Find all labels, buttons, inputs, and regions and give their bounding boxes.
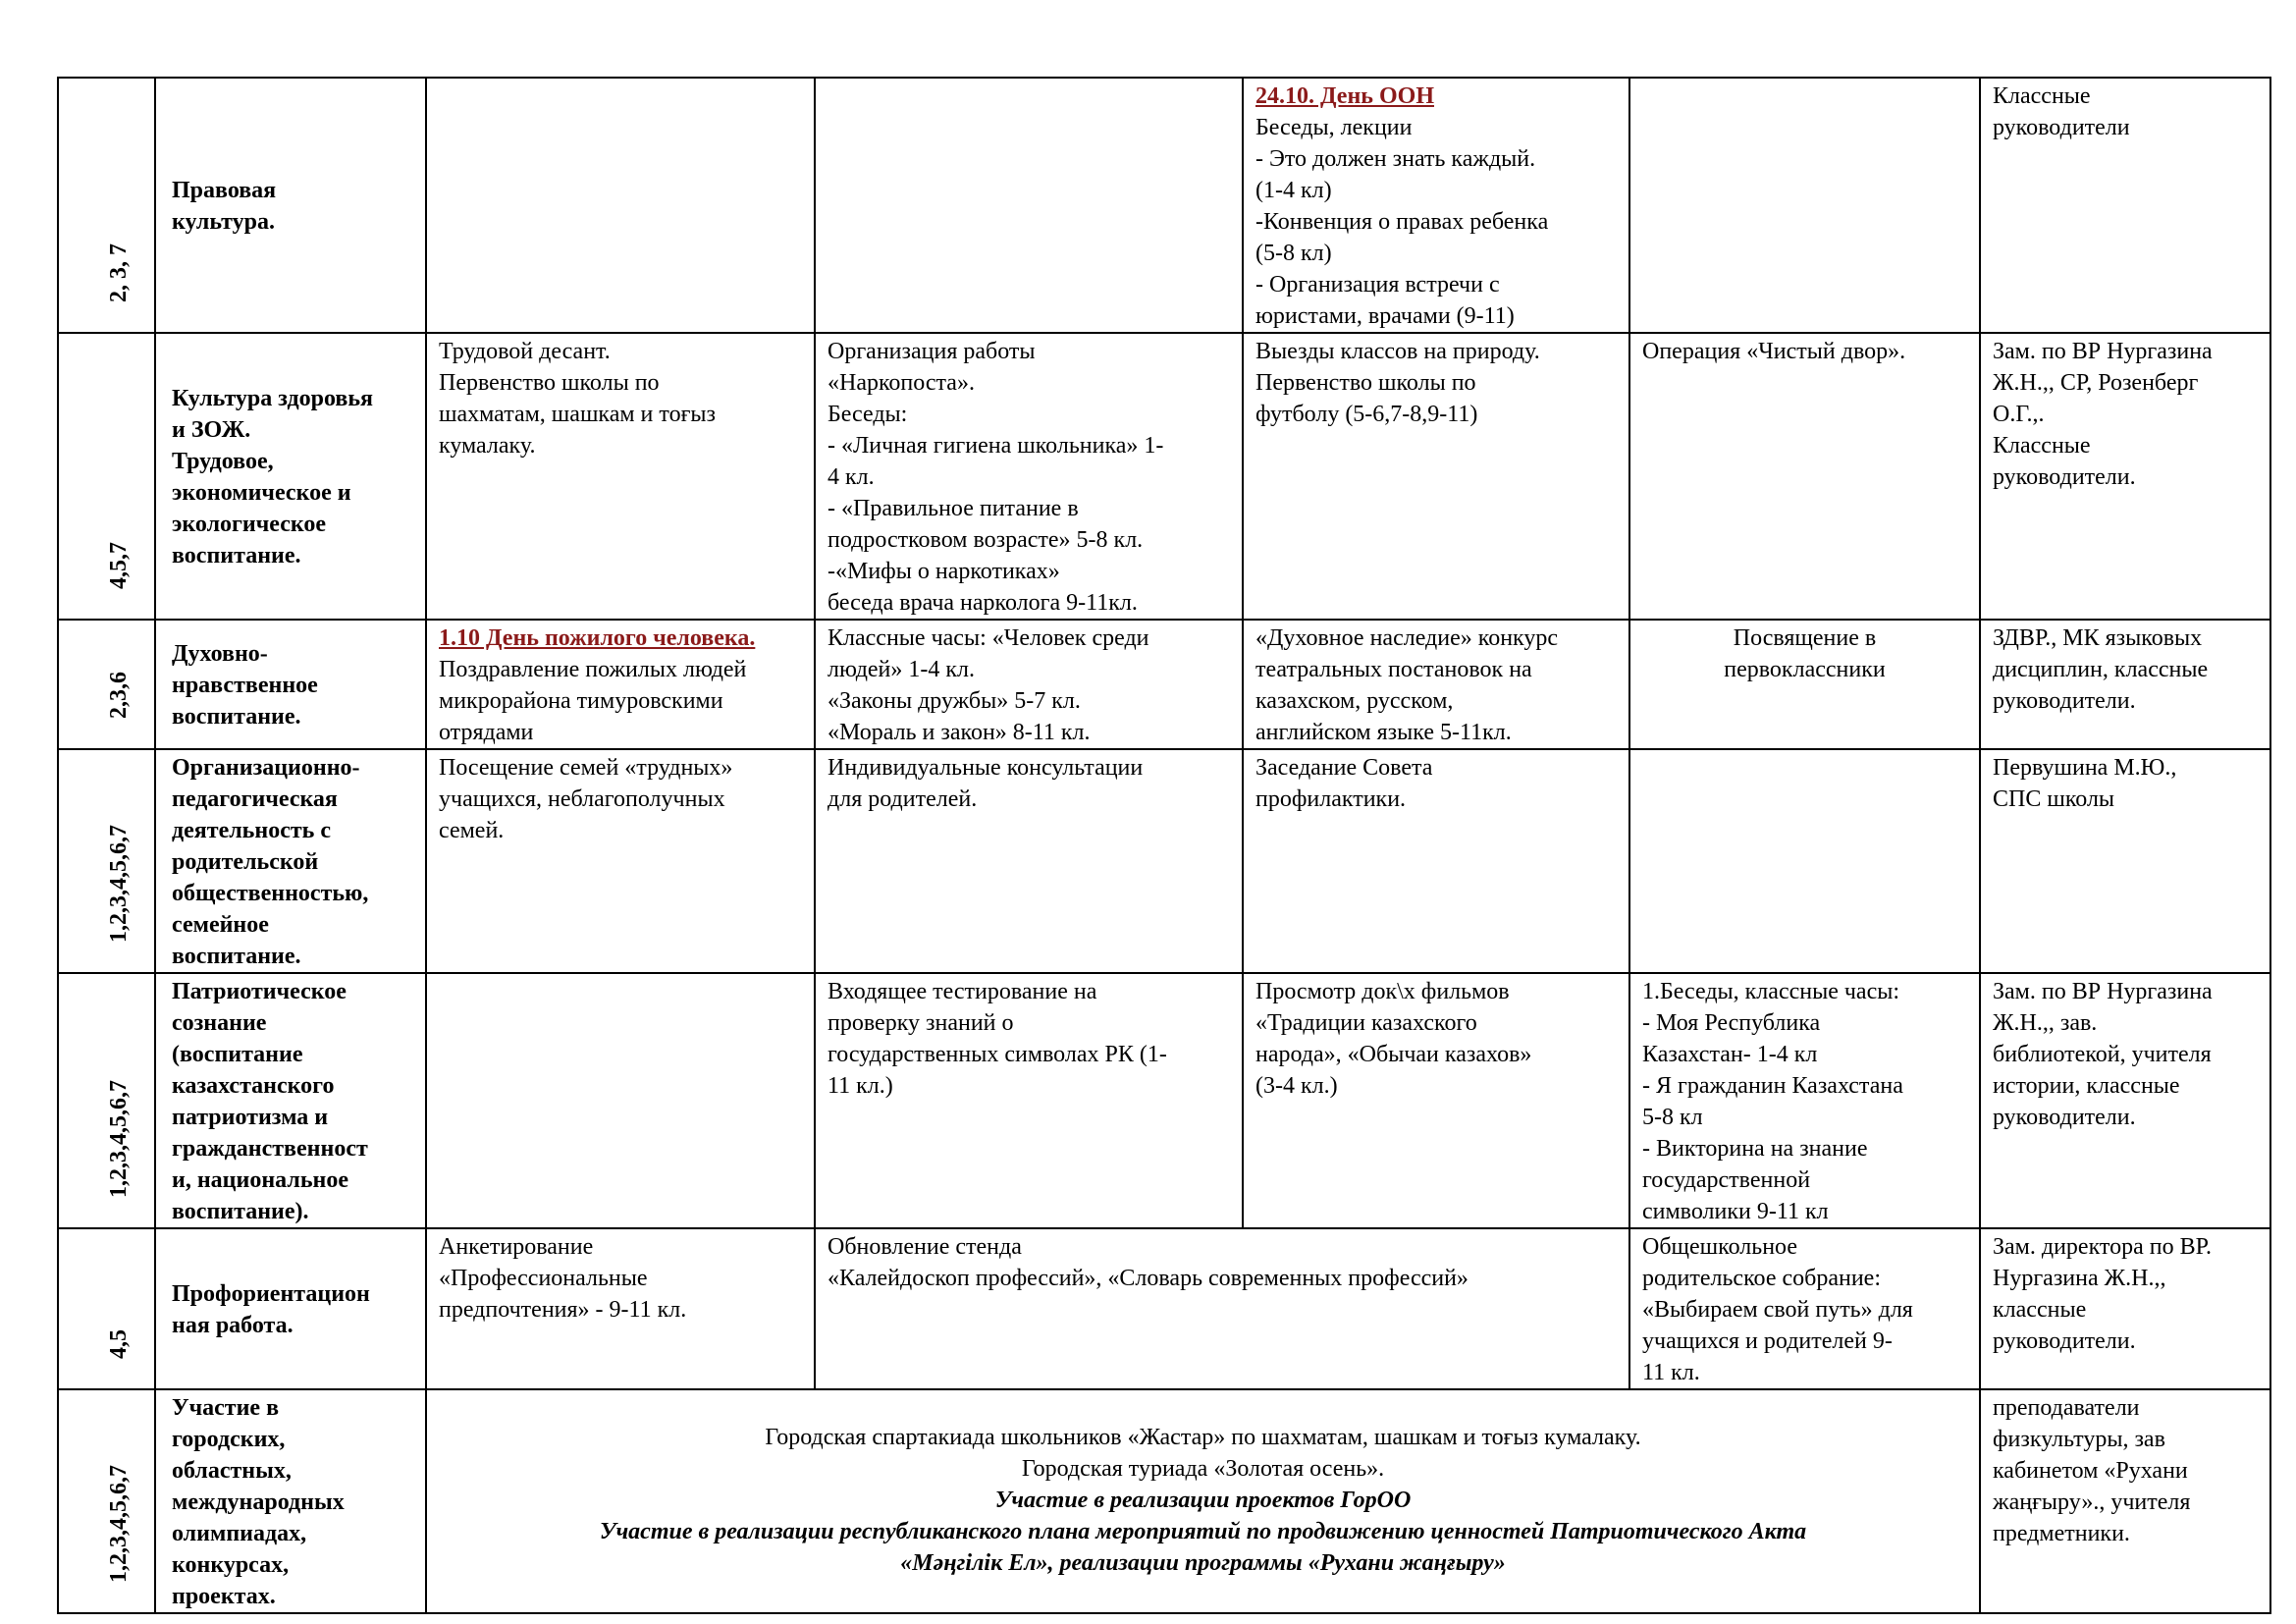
cell-line: для родителей. <box>828 786 978 812</box>
cell-line: кумалаку. <box>439 433 536 459</box>
activity-cell <box>1243 620 1629 749</box>
activity-cell <box>815 78 1243 333</box>
cell-line: жаңғыру»., учителя <box>1993 1489 2191 1515</box>
direction-line: общественностью, <box>172 881 369 906</box>
activity-cell-merged <box>815 1228 1629 1389</box>
direction-line: казахстанского <box>172 1073 335 1099</box>
activity-cell <box>426 1228 815 1389</box>
cell-line: предпочтения» - 9-11 кл. <box>439 1297 687 1323</box>
responsible-cell <box>1980 973 2270 1228</box>
grade-cell <box>58 1228 155 1389</box>
cell-line: Заседание Совета <box>1255 755 1433 781</box>
cell-line: театральных постановок на <box>1255 657 1532 682</box>
cell-line: Входящее тестирование на <box>828 979 1097 1004</box>
direction-line: ная работа. <box>172 1313 294 1338</box>
direction-line: патриотизма и <box>172 1105 329 1130</box>
cell-line: государственной <box>1642 1167 1811 1193</box>
cell-line: Классные <box>1993 83 2091 109</box>
cell-line: людей» 1-4 кл. <box>828 657 976 682</box>
direction-line: (воспитание <box>172 1042 303 1067</box>
cell-line: Зам. по ВР Нургазина <box>1993 339 2213 364</box>
cell-line: (3-4 кл.) <box>1255 1073 1338 1099</box>
cell-line: Организация работы <box>828 339 1036 364</box>
direction-line: и ЗОЖ. <box>172 417 251 443</box>
direction-line: городских, <box>172 1427 286 1452</box>
table-row <box>58 333 2270 620</box>
direction-line: экологическое <box>172 512 327 537</box>
activity-cell <box>815 749 1243 973</box>
cell-line: О.Г.,. <box>1993 402 2045 427</box>
cell-line: английском языке 5-11кл. <box>1255 720 1512 745</box>
cell-line: профилактики. <box>1255 786 1407 812</box>
cell-line: - «Личная гигиена школьника» 1- <box>828 433 1164 459</box>
activity-cell <box>1629 78 1980 333</box>
responsible-cell <box>1980 749 2270 973</box>
cell-line: футболу (5-6,7-8,9-11) <box>1255 402 1478 427</box>
cell-line: «Духовное наследие» конкурс <box>1255 625 1559 651</box>
direction-cell <box>155 78 426 333</box>
cell-line: «Калейдоскоп профессий», «Словарь современных профессий» <box>828 1266 1468 1291</box>
cell-line: руководители. <box>1993 1105 2136 1130</box>
activity-cell <box>1243 78 1629 333</box>
grade-cell <box>58 973 155 1228</box>
activity-cell <box>1243 973 1629 1228</box>
cell-line: Первушина М.Ю., <box>1993 755 2177 781</box>
direction-line: воспитание. <box>172 944 301 969</box>
activity-cell <box>1243 749 1629 973</box>
direction-line: Культура здоровья <box>172 386 374 411</box>
cell-line: Классные часы: «Человек среди <box>828 625 1149 651</box>
direction-line: конкурсах, <box>172 1552 290 1578</box>
cell-line: подростковом возрасте» 5-8 кл. <box>828 527 1144 553</box>
cell-line: Просмотр док\х фильмов <box>1255 979 1510 1004</box>
cell-line: классные <box>1993 1297 2087 1323</box>
activity-cell <box>815 620 1243 749</box>
direction-cell <box>155 333 426 620</box>
activity-cell <box>426 333 815 620</box>
direction-line: Правовая <box>172 178 277 203</box>
cell-line: Ж.Н.,, СР, Розенберг <box>1993 370 2199 396</box>
emphasis-line: Участие в реализации республиканского плана мероприятий по продвижению ценностей Патриотического Акта <box>599 1519 1807 1544</box>
cell-line: Посвящение в <box>1733 625 1877 651</box>
cell-line: (1-4 кл) <box>1255 178 1332 203</box>
grade-label: 4,5,7 <box>105 542 132 589</box>
cell-line: руководители. <box>1993 464 2136 490</box>
cell-line: «Профессиональные <box>439 1266 648 1291</box>
table-row <box>58 973 2270 1228</box>
cell-line: родительское собрание: <box>1642 1266 1881 1291</box>
cell-line: Городская туриада «Золотая осень». <box>1021 1456 1385 1482</box>
cell-line: 4 кл. <box>828 464 875 490</box>
responsible-cell <box>1980 620 2270 749</box>
direction-line: воспитание). <box>172 1199 309 1224</box>
cell-line: Нургазина Ж.Н.,, <box>1993 1266 2166 1291</box>
direction-line: олимпиадах, <box>172 1521 307 1546</box>
cell-line: Зам. по ВР Нургазина <box>1993 979 2213 1004</box>
cell-line: руководители. <box>1993 1328 2136 1354</box>
grade-cell <box>58 749 155 973</box>
cell-line: Индивидуальные консультации <box>828 755 1144 781</box>
direction-line: международных <box>172 1489 345 1515</box>
grade-label: 2,3,6 <box>105 672 132 719</box>
table-row <box>58 620 2270 749</box>
direction-line: деятельность с <box>172 818 331 843</box>
cell-line: учащихся и родителей 9- <box>1642 1328 1893 1354</box>
activity-cell <box>426 749 815 973</box>
activity-cell <box>815 973 1243 1228</box>
cell-line: «Наркопоста». <box>828 370 975 396</box>
grade-cell <box>58 620 155 749</box>
cell-line: Посещение семей «трудных» <box>439 755 733 781</box>
cell-line: - «Правильное питание в <box>828 496 1079 521</box>
direction-line: сознание <box>172 1010 267 1036</box>
education-plan-table <box>57 77 2271 1614</box>
direction-line: родительской <box>172 849 319 875</box>
activity-cell <box>1629 620 1980 749</box>
direction-line: Профориентацион <box>172 1281 370 1307</box>
activity-cell <box>815 333 1243 620</box>
cell-line: казахском, русском, <box>1255 688 1454 714</box>
responsible-cell <box>1980 333 2270 620</box>
grade-label: 4,5 <box>105 1329 132 1359</box>
cell-line: народа», «Обычаи казахов» <box>1255 1042 1532 1067</box>
direction-line: семейное <box>172 912 269 938</box>
cell-line: - Это должен знать каждый. <box>1255 146 1536 172</box>
direction-cell <box>155 1228 426 1389</box>
direction-cell <box>155 620 426 749</box>
emphasis-line: Участие в реализации проектов ГорОО <box>994 1488 1412 1513</box>
direction-line: воспитание. <box>172 543 301 568</box>
cell-line: 5-8 кл <box>1642 1105 1703 1130</box>
grade-cell <box>58 333 155 620</box>
direction-line: Участие в <box>172 1395 280 1421</box>
cell-line: - Моя Республика <box>1642 1010 1821 1036</box>
cell-line: (5-8 кл) <box>1255 241 1332 266</box>
cell-line: руководители <box>1993 115 2130 140</box>
cell-line: руководители. <box>1993 688 2136 714</box>
cell-line: дисциплин, классные <box>1993 657 2209 682</box>
cell-text: Поздравление пожилых людей микрорайона тимуровскими отрядами <box>439 657 747 745</box>
cell-line: символики 9-11 кл <box>1642 1199 1829 1224</box>
direction-line: областных, <box>172 1458 292 1484</box>
activity-cell <box>426 620 815 749</box>
direction-line: экономическое и <box>172 480 351 506</box>
cell-line: Классные <box>1993 433 2091 459</box>
cell-line: Выезды классов на природу. <box>1255 339 1540 364</box>
plan-table-page <box>57 77 2271 1614</box>
cell-line: физкультуры, зав <box>1993 1427 2165 1452</box>
cell-line: ЗДВР., МК языковых <box>1993 625 2203 651</box>
cell-line: кабинетом «Рухани <box>1993 1458 2188 1484</box>
table-row <box>58 1389 2270 1613</box>
cell-line: учащихся, неблагополучных <box>439 786 725 812</box>
direction-cell <box>155 973 426 1228</box>
table-row <box>58 1228 2270 1389</box>
activity-cell <box>426 78 815 333</box>
direction-line: Трудовое, <box>172 449 274 474</box>
direction-line: педагогическая <box>172 786 338 812</box>
direction-line: проектах. <box>172 1584 276 1609</box>
cell-line: «Мораль и закон» 8-11 кл. <box>828 720 1091 745</box>
cell-line: предметники. <box>1993 1521 2130 1546</box>
event-title: 24.10. День ООН <box>1255 83 1434 109</box>
cell-line: - Я гражданин Казахстана <box>1642 1073 1903 1099</box>
cell-line: Беседы: <box>828 402 908 427</box>
direction-line: гражданственност <box>172 1136 368 1162</box>
direction-line: Патриотическое <box>172 979 347 1004</box>
cell-line: Зам. директора по ВР. <box>1993 1234 2212 1260</box>
grade-label: 1,2,3,4,5,6,7 <box>105 825 132 943</box>
grade-label: 2, 3, 7 <box>105 244 132 302</box>
cell-line: юристами, врачами (9-11) <box>1255 303 1515 329</box>
direction-line: воспитание. <box>172 704 301 730</box>
table-row <box>58 78 2270 333</box>
cell-line: первоклассники <box>1724 657 1886 682</box>
cell-line: Общешкольное <box>1642 1234 1797 1260</box>
responsible-cell <box>1980 1228 2270 1389</box>
direction-cell <box>155 749 426 973</box>
activity-cell <box>1629 749 1980 973</box>
cell-line: Беседы, лекции <box>1255 115 1413 140</box>
cell-line: -Конвенция о правах ребенка <box>1255 209 1549 235</box>
cell-line: Операция «Чистый двор». <box>1642 339 1906 364</box>
cell-line: беседа врача нарколога 9-11кл. <box>828 590 1138 616</box>
cell-line: семей. <box>439 818 505 843</box>
table-row <box>58 749 2270 973</box>
cell-line: Ж.Н.,, зав. <box>1993 1010 2098 1036</box>
cell-line: истории, классные <box>1993 1073 2180 1099</box>
event-title: 1.10 День пожилого человека. <box>439 625 756 651</box>
responsible-cell <box>1980 78 2270 333</box>
cell-line: «Выбираем свой путь» для <box>1642 1297 1913 1323</box>
cell-line: «Традиции казахского <box>1255 1010 1477 1036</box>
cell-line: -«Мифы о наркотиках» <box>828 559 1060 584</box>
activity-cell <box>1243 333 1629 620</box>
grade-label: 1,2,3,4,5,6,7 <box>105 1080 132 1198</box>
emphasis-line: «Мәңгілік Ел», реализации программы «Рухани жаңғыру» <box>900 1550 1506 1576</box>
activity-cell-merged <box>426 1389 1980 1613</box>
activity-cell <box>1629 333 1980 620</box>
direction-line: культура. <box>172 209 275 235</box>
responsible-cell <box>1980 1389 2270 1613</box>
cell-line: Обновление стенда <box>828 1234 1022 1260</box>
direction-cell <box>155 1389 426 1613</box>
cell-line: преподаватели <box>1993 1395 2140 1421</box>
cell-line: - Организация встречи с <box>1255 272 1500 298</box>
grade-label: 1,2,3,4,5,6,7 <box>105 1465 132 1583</box>
direction-line: и, национальное <box>172 1167 348 1193</box>
direction-line: Духовно- <box>172 641 268 667</box>
cell-line: СПС школы <box>1993 786 2115 812</box>
cell-line: Анкетирование <box>439 1234 594 1260</box>
cell-line: государственных символах РК (1- <box>828 1042 1167 1067</box>
cell-line: проверку знаний о <box>828 1010 1014 1036</box>
cell-line: Первенство школы по <box>1255 370 1476 396</box>
activity-cell <box>1629 973 1980 1228</box>
cell-line: 1.Беседы, классные часы: <box>1642 979 1900 1004</box>
activity-cell <box>1629 1228 1980 1389</box>
cell-line: 11 кл.) <box>828 1073 893 1099</box>
cell-line: Трудовой десант. <box>439 339 611 364</box>
activity-cell <box>426 973 815 1228</box>
direction-line: нравственное <box>172 673 318 698</box>
grade-cell <box>58 1389 155 1613</box>
cell-line: шахматам, шашкам и тоғыз <box>439 402 717 427</box>
cell-line: Городская спартакиада школьников «Жастар» по шахматам, шашкам и тоғыз кумалаку. <box>765 1425 1641 1450</box>
direction-line: Организационно- <box>172 755 360 781</box>
cell-line: 11 кл. <box>1642 1360 1700 1385</box>
cell-line: Первенство школы по <box>439 370 660 396</box>
cell-line: - Викторина на знание <box>1642 1136 1868 1162</box>
cell-line: Казахстан- 1-4 кл <box>1642 1042 1818 1067</box>
grade-cell <box>58 78 155 333</box>
cell-line: библиотекой, учителя <box>1993 1042 2212 1067</box>
cell-line: «Законы дружбы» 5-7 кл. <box>828 688 1081 714</box>
